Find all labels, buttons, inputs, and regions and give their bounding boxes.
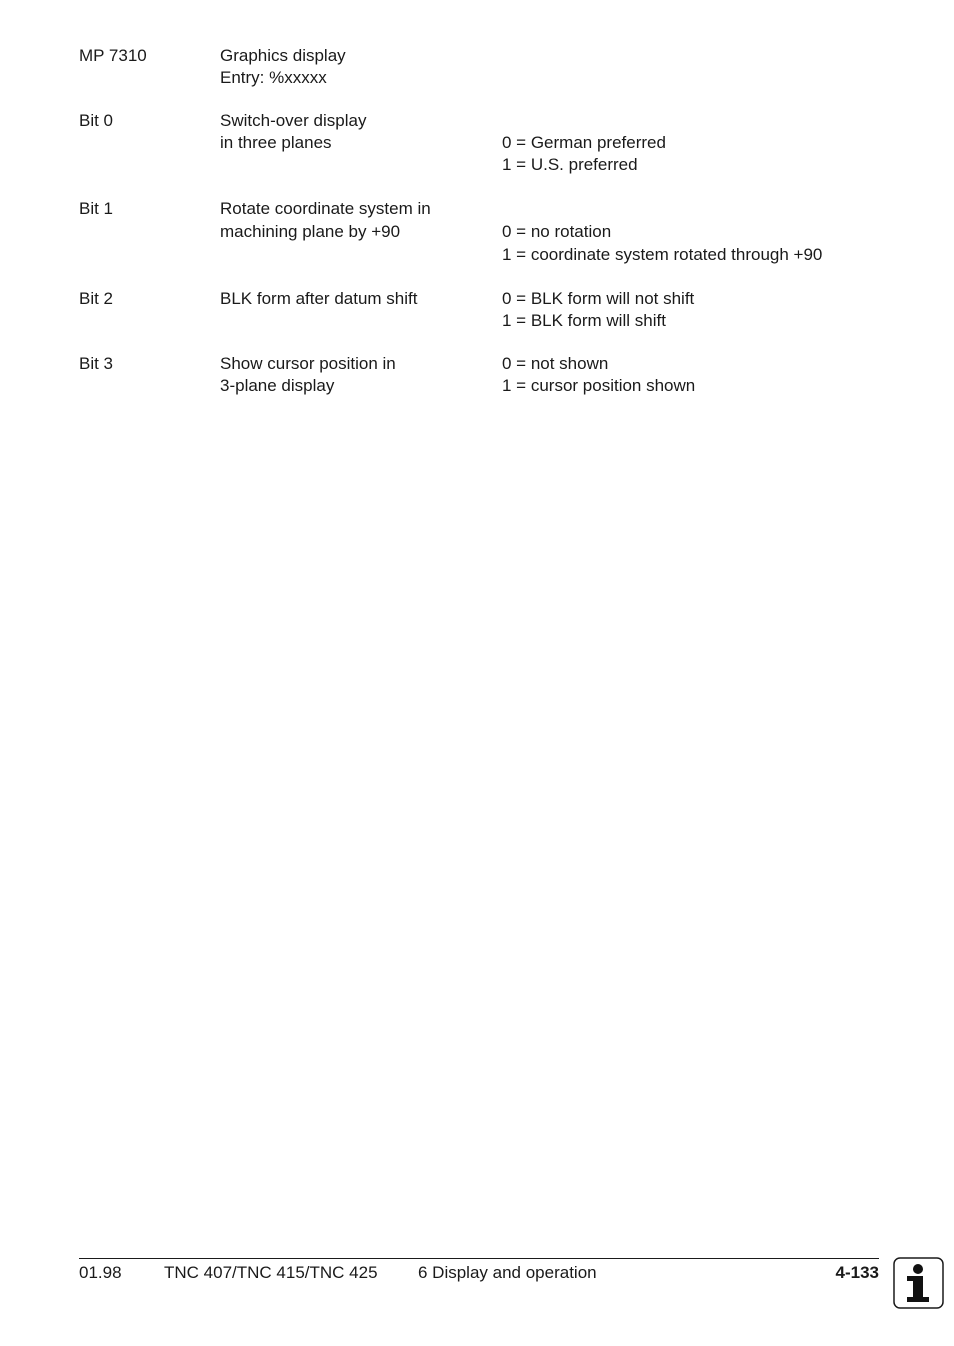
bit-description: BLK form after datum shift — [220, 289, 418, 308]
bit-values: 0 = no rotation 1 = coordinate system rotated through +90 — [502, 222, 823, 264]
param-entry: Entry: %xxxxx — [220, 68, 327, 87]
bit-description: Rotate coordinate system in machining plane by +90 — [220, 199, 431, 241]
param-id: MP 7310 — [79, 46, 147, 65]
bit-id: Bit 2 — [79, 289, 114, 308]
bit-id: Bit 0 — [79, 111, 114, 130]
bit-values: 0 = not shown 1 = cursor position shown — [502, 354, 696, 395]
bit-id: Bit 3 — [79, 354, 114, 373]
page-number: 4-133 — [835, 1263, 879, 1282]
footer-divider — [79, 1258, 879, 1259]
param-title: Graphics display — [220, 46, 346, 65]
footer-date: 01.98 — [79, 1263, 122, 1282]
bit-description: Show cursor position in 3-plane display — [220, 354, 396, 395]
param-title-block — [220, 45, 346, 89]
info-icon — [893, 1257, 944, 1309]
footer-chapter: 6 Display and operation — [418, 1263, 597, 1282]
footer-model: TNC 407/TNC 415/TNC 425 — [164, 1263, 378, 1282]
bit-id: Bit 1 — [79, 199, 114, 218]
bit-description: Switch-over display in three planes — [220, 111, 367, 152]
bit-values: 0 = German preferred 1 = U.S. preferred — [502, 133, 666, 174]
bit-values: 0 = BLK form will not shift 1 = BLK form will shift — [502, 289, 695, 330]
